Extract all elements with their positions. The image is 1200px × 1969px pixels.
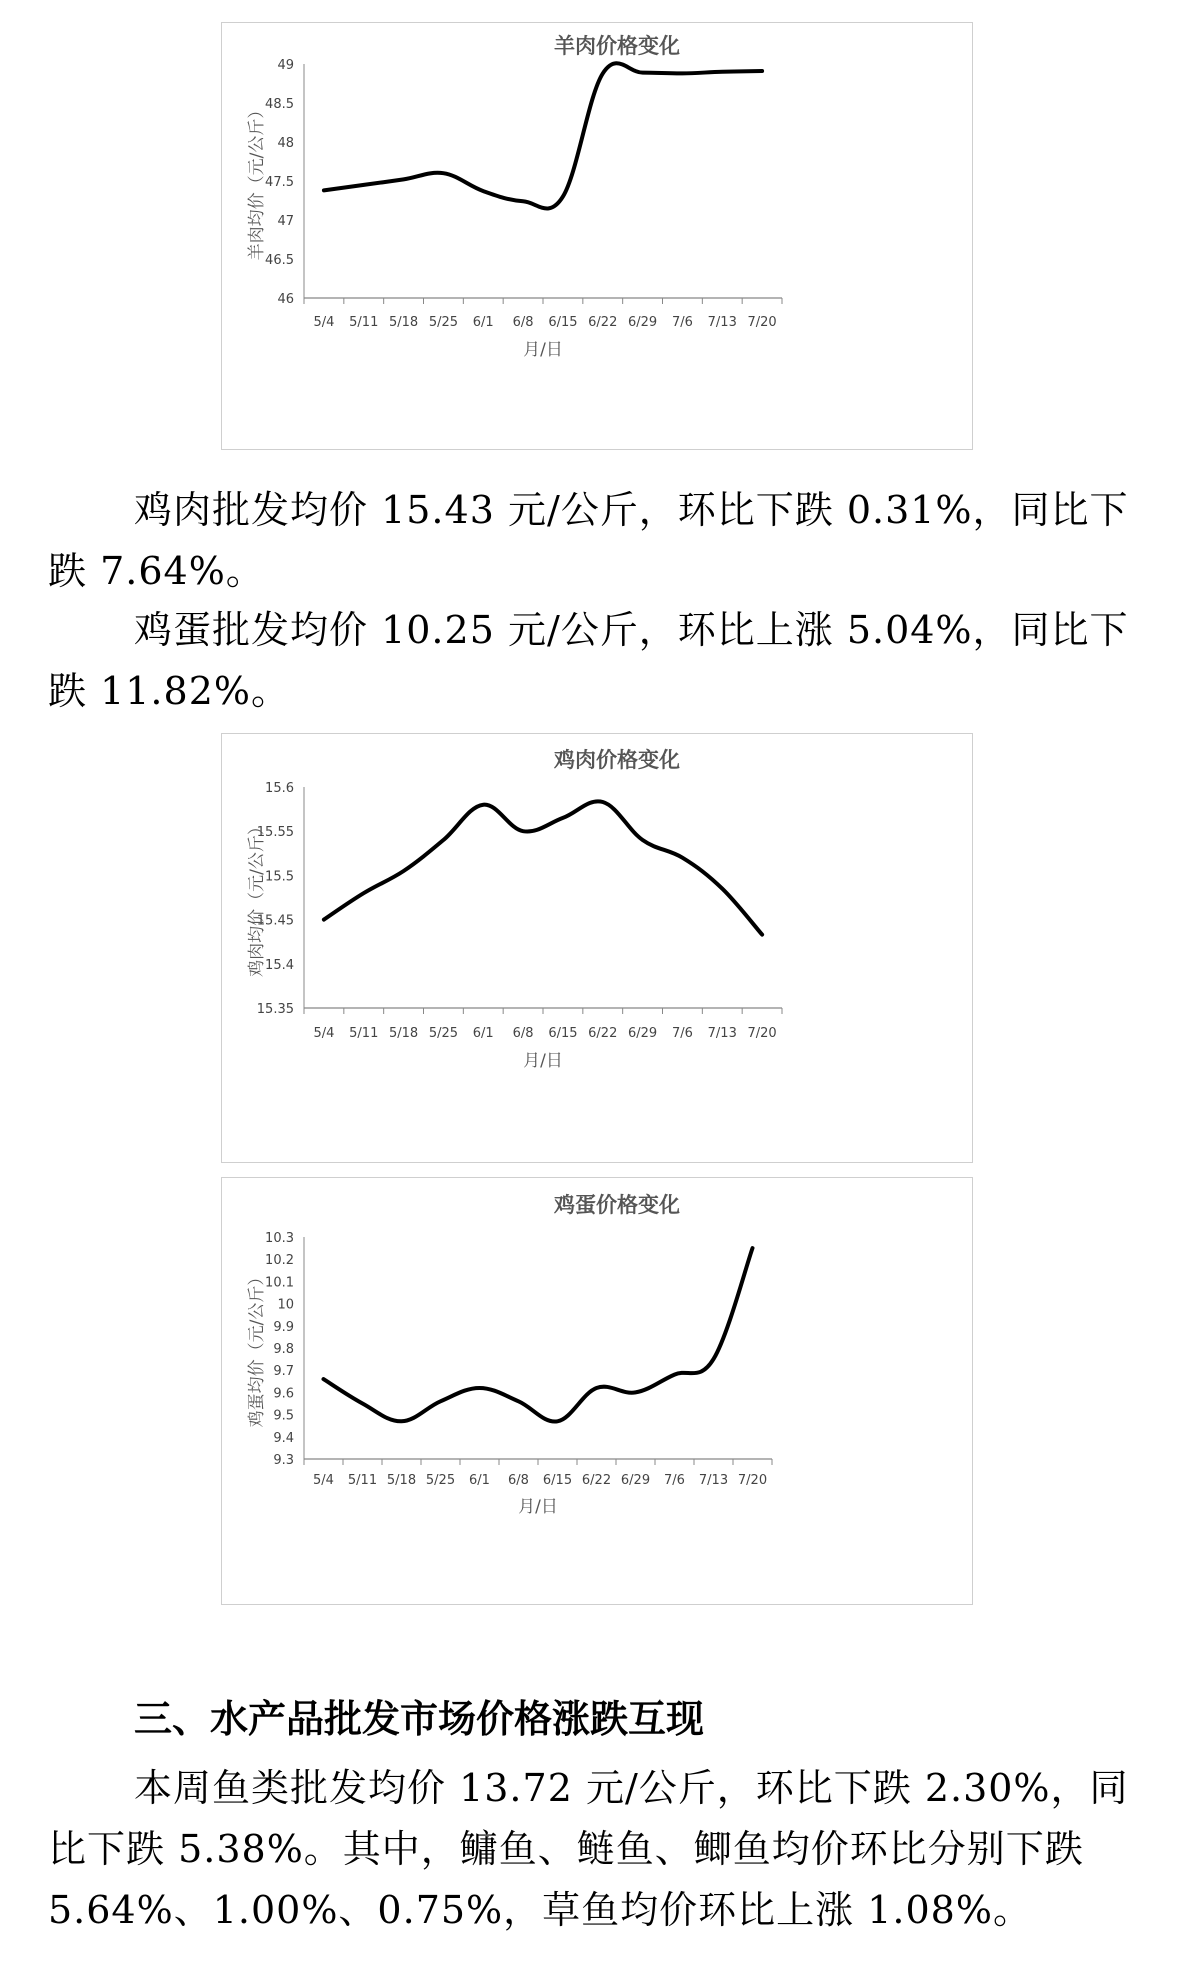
chart-title: 羊肉价格变化 bbox=[554, 34, 680, 58]
chart-title: 鸡肉价格变化 bbox=[554, 748, 680, 772]
y-tick-label: 9.5 bbox=[273, 1408, 294, 1424]
y-tick-label: 48.5 bbox=[265, 97, 294, 112]
series-line bbox=[324, 801, 762, 934]
x-tick-label: 5/11 bbox=[349, 1026, 379, 1041]
x-tick-label: 5/25 bbox=[428, 1026, 459, 1041]
x-tick-label: 6/29 bbox=[620, 1473, 651, 1488]
x-tick-label: 6/1 bbox=[469, 1473, 490, 1488]
x-tick-label: 7/13 bbox=[707, 315, 737, 330]
x-tick-label: 6/15 bbox=[542, 1473, 573, 1488]
y-axis-title: 羊肉均价（元/公斤） bbox=[247, 101, 267, 261]
x-tick-label: 5/4 bbox=[313, 1026, 335, 1041]
x-tick-label: 6/8 bbox=[512, 1026, 534, 1041]
x-tick-label: 7/20 bbox=[747, 315, 777, 330]
x-axis-title: 月/日 bbox=[518, 1497, 558, 1517]
x-tick-label: 6/22 bbox=[581, 1473, 612, 1488]
y-tick-label: 9.4 bbox=[273, 1430, 294, 1446]
y-tick-label: 46.5 bbox=[265, 253, 294, 268]
chicken-chart bbox=[221, 733, 973, 1163]
x-axis-title: 月/日 bbox=[523, 1051, 563, 1071]
chicken-chart-svg bbox=[222, 734, 972, 1162]
chicken-paragraph: 鸡肉批发均价 15.43 元/公斤，环比下跌 0.31%，同比下跌 7.64%。 bbox=[48, 488, 1129, 593]
egg-paragraph: 鸡蛋批发均价 10.25 元/公斤，环比上涨 5.04%，同比下跌 11.82%。 bbox=[48, 608, 1129, 713]
y-tick-label: 9.7 bbox=[273, 1364, 294, 1380]
y-tick-label: 15.35 bbox=[256, 1002, 294, 1017]
x-tick-label: 6/8 bbox=[508, 1473, 529, 1488]
x-tick-label: 5/18 bbox=[388, 1026, 419, 1041]
x-tick-label: 5/25 bbox=[425, 1473, 456, 1488]
x-tick-label: 7/20 bbox=[747, 1026, 777, 1041]
egg-chart-svg bbox=[222, 1178, 972, 1604]
x-tick-label: 7/13 bbox=[698, 1473, 729, 1488]
y-tick-label: 10.2 bbox=[265, 1253, 294, 1269]
x-tick-label: 6/22 bbox=[588, 1026, 618, 1041]
x-tick-label: 6/1 bbox=[472, 1026, 494, 1041]
y-tick-label: 9.6 bbox=[273, 1386, 294, 1402]
x-tick-label: 7/13 bbox=[707, 1026, 737, 1041]
x-tick-label: 7/6 bbox=[664, 1473, 685, 1488]
y-tick-label: 47.5 bbox=[265, 175, 294, 190]
y-tick-label: 15.45 bbox=[256, 913, 294, 929]
x-tick-label: 6/1 bbox=[472, 315, 494, 330]
x-tick-label: 5/4 bbox=[313, 315, 335, 330]
x-tick-label: 6/22 bbox=[588, 315, 618, 330]
x-axis-title: 月/日 bbox=[523, 340, 563, 360]
x-tick-label: 5/11 bbox=[349, 315, 379, 330]
egg-chart bbox=[221, 1177, 973, 1605]
fish-paragraph: 本周鱼类批发均价 13.72 元/公斤，环比下跌 2.30%，同比下跌 5.38%。其中，鳙鱼、鲢鱼、鲫鱼均价环比分别下跌 5.64%、1.00%、0.75%，草鱼均价环比上涨 1.08%。 bbox=[48, 1766, 1129, 1932]
x-tick-label: 6/15 bbox=[548, 315, 578, 330]
y-tick-label: 15.4 bbox=[265, 957, 294, 973]
y-axis-title: 鸡肉均价（元/公斤） bbox=[247, 818, 267, 977]
x-tick-label: 5/11 bbox=[347, 1473, 378, 1488]
y-tick-label: 10 bbox=[277, 1297, 294, 1313]
x-tick-label: 5/18 bbox=[388, 315, 419, 330]
series-line bbox=[324, 63, 762, 208]
mutton-chart bbox=[221, 22, 973, 450]
y-tick-label: 48 bbox=[277, 136, 294, 151]
y-tick-label: 15.6 bbox=[265, 781, 294, 796]
x-tick-label: 6/29 bbox=[627, 1026, 658, 1041]
y-tick-label: 9.9 bbox=[273, 1319, 294, 1335]
y-tick-label: 46 bbox=[277, 292, 294, 307]
section-heading: 三、水产品批发市场价格涨跌互现 bbox=[134, 1697, 705, 1741]
y-tick-label: 9.3 bbox=[273, 1453, 294, 1468]
chart-title: 鸡蛋价格变化 bbox=[554, 1193, 680, 1217]
x-tick-label: 7/6 bbox=[671, 315, 693, 330]
x-tick-label: 5/18 bbox=[386, 1473, 417, 1488]
y-axis-title: 鸡蛋均价（元/公斤） bbox=[247, 1268, 267, 1428]
x-tick-label: 7/6 bbox=[671, 1026, 693, 1041]
y-tick-label: 10.3 bbox=[265, 1231, 294, 1246]
x-tick-label: 5/4 bbox=[313, 1473, 334, 1488]
series-line bbox=[324, 1248, 753, 1421]
mutton-chart-svg bbox=[222, 23, 972, 449]
x-tick-label: 6/8 bbox=[512, 315, 534, 330]
y-tick-label: 15.5 bbox=[265, 869, 294, 885]
x-tick-label: 6/29 bbox=[627, 315, 658, 330]
y-tick-label: 10.1 bbox=[265, 1275, 294, 1291]
x-tick-label: 6/15 bbox=[548, 1026, 578, 1041]
y-tick-label: 9.8 bbox=[273, 1342, 294, 1357]
x-tick-label: 7/20 bbox=[737, 1473, 768, 1488]
x-tick-label: 5/25 bbox=[428, 315, 459, 330]
y-tick-label: 47 bbox=[277, 214, 294, 229]
y-tick-label: 49 bbox=[277, 58, 294, 73]
y-tick-label: 15.55 bbox=[256, 825, 294, 841]
